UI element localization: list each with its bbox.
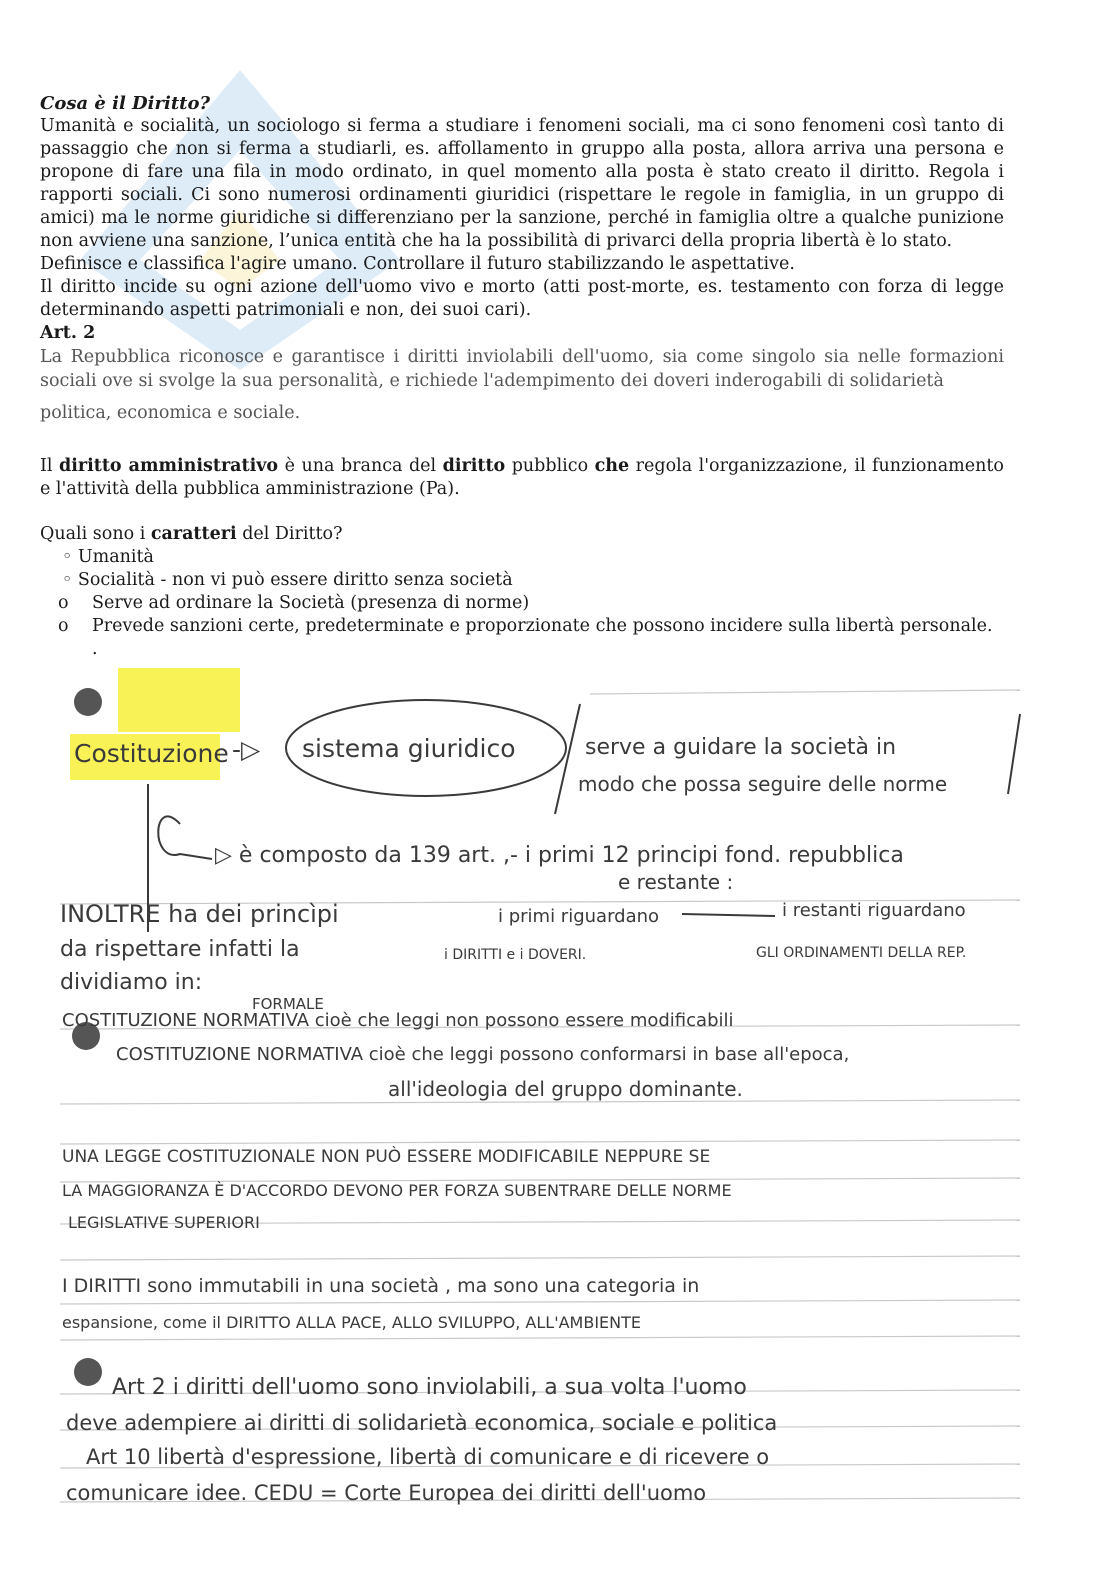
list-item: o Serve ad ordinare la Società (presenza di norme) xyxy=(58,593,530,613)
note-arrow: -▷ xyxy=(232,735,261,764)
note-diritti-1: I DIRITTI sono immutabili in una società , ma sono una categoria in xyxy=(62,1275,700,1297)
note-formale: FORMALE xyxy=(252,995,324,1013)
characteristics-question: Quali sono i caratteri del Diritto? xyxy=(40,524,343,544)
article-body-end: politica, economica e sociale. xyxy=(40,403,301,423)
note-dividiamo: dividiamo in: xyxy=(60,970,203,995)
note-inoltre: INOLTRE ha dei princìpi xyxy=(60,900,339,928)
handwritten-notes xyxy=(40,664,1040,1514)
note-art10-a: Art 10 libertà d'espressione, libertà di comunicare e di ricevere o xyxy=(86,1445,770,1469)
note-costituzione-formale: COSTITUZIONE NORMATIVA cioè che leggi non possono essere modificabili xyxy=(62,1010,734,1031)
note-art2-b: deve adempiere ai diritti di solidarietà economica, sociale e politica xyxy=(66,1411,778,1435)
trailing-dot: . xyxy=(92,639,98,659)
note-diritti-doveri: i DIRITTI e i DOVERI. xyxy=(444,947,587,963)
bullet-dot xyxy=(74,1358,102,1386)
article-text xyxy=(40,345,1004,425)
note-legge-3: LEGISLATIVE SUPERIORI xyxy=(68,1213,260,1232)
list-item: o Prevede sanzioni certe, predeterminate e proporzionate che possono incidere sulla libertà personale. xyxy=(58,616,993,636)
article-body: La Repubblica riconosce e garantisce i diritti inviolabili dell'uomo, sia come singolo sia nelle formazioni sociali ove si svolge la sua personalità, e richiede l'adempimento dei doveri inderogabili di solidarietà xyxy=(40,347,1004,391)
admin-law-definition: Il diritto amministrativo è una branca del diritto pubblico che regola l'organizzazione, il funzionamento e l'attività della pubblica amministrazione (Pa). xyxy=(40,456,1004,499)
note-primi-riguardano: i primi riguardano xyxy=(498,906,660,927)
list-item: ◦ Socialità - non vi può essere diritto senza società xyxy=(62,570,513,590)
list-item: ◦ Umanità xyxy=(62,547,154,567)
note-da-rispettare: da rispettare infatti la xyxy=(60,937,300,962)
bracket-line xyxy=(555,704,580,814)
note-serve-1: serve a guidare la società in xyxy=(585,735,897,760)
note-restanti-riguardano: i restanti riguardano xyxy=(782,900,966,921)
note-costituzione: Costituzione xyxy=(74,739,229,768)
arrow-line xyxy=(682,914,775,916)
typed-notes xyxy=(40,92,1004,661)
note-sistema: sistema giuridico xyxy=(302,734,516,763)
note-costituzione-normativa: COSTITUZIONE NORMATIVA cioè che leggi possono conformarsi in base all'epoca, xyxy=(116,1044,850,1065)
scope-line: Il diritto incide su ogni azione dell'uomo vivo e morto (atti post-morte, es. testamento con forza di legge determinando aspetti patrimoniali e non, dei suoi cari). xyxy=(40,277,1004,320)
note-restante: e restante : xyxy=(618,870,734,894)
article-title: Art. 2 xyxy=(40,323,96,343)
intro-paragraph: Umanità e socialità, un sociologo si ferma a studiare i fenomeni sociali, ma ci sono fenomeni così tanto di passaggio che non si ferma a studiarli, es. affollamento in gruppo alla posta, allora arriva una persona e propone di fare una fila in modo ordinato, in quel momento alla posta è stato creato il diritto. Regola i rapporti sociali. Ci sono numerosi ordinamenti giuridici (rispettare le regole in famiglia, in un gruppo di amici) ma le norme giuridiche si differenziano per la sanzione, perché in famiglia oltre a qualche punizione non avviene una sanzione, l’unica entità che ha la possibilità di privarci della propria libertà è lo stato. xyxy=(40,116,1004,251)
characteristics-list xyxy=(40,546,1004,592)
characteristics-list-2 xyxy=(40,592,1004,638)
section-heading: Cosa è il Diritto? xyxy=(40,93,211,114)
note-legge-2: LA MAGGIORANZA È D'ACCORDO DEVONO PER FORZA SUBENTRARE DELLE NORME xyxy=(62,1181,732,1200)
note-diritti-2: espansione, come il DIRITTO ALLA PACE, ALLO SVILUPPO, ALL'AMBIENTE xyxy=(62,1313,641,1332)
note-ideologia: all'ideologia del gruppo dominante. xyxy=(388,1077,743,1101)
arrow-line xyxy=(158,816,212,859)
note-legge-1: UNA LEGGE COSTITUZIONALE NON PUÒ ESSERE MODIFICABILE NEPPURE SE xyxy=(62,1147,711,1167)
note-composto: ▷ è composto da 139 art. ,- i primi 12 principi fond. repubblica xyxy=(215,843,904,868)
bullet-dot xyxy=(74,688,102,716)
highlight-mark xyxy=(118,668,240,732)
definition-line: Definisce e classifica l'agire umano. Controllare il futuro stabilizzando le aspettative. xyxy=(40,254,795,274)
note-ordinamenti: GLI ORDINAMENTI DELLA REP. xyxy=(756,945,967,961)
note-serve-2: modo che possa seguire delle norme xyxy=(578,772,948,796)
note-art2-a: Art 2 i diritti dell'uomo sono inviolabili, a sua volta l'uomo xyxy=(112,1375,747,1400)
bracket-line xyxy=(1008,714,1020,794)
note-art10-b: comunicare idee. CEDU = Corte Europea dei diritti dell'uomo xyxy=(66,1481,707,1505)
